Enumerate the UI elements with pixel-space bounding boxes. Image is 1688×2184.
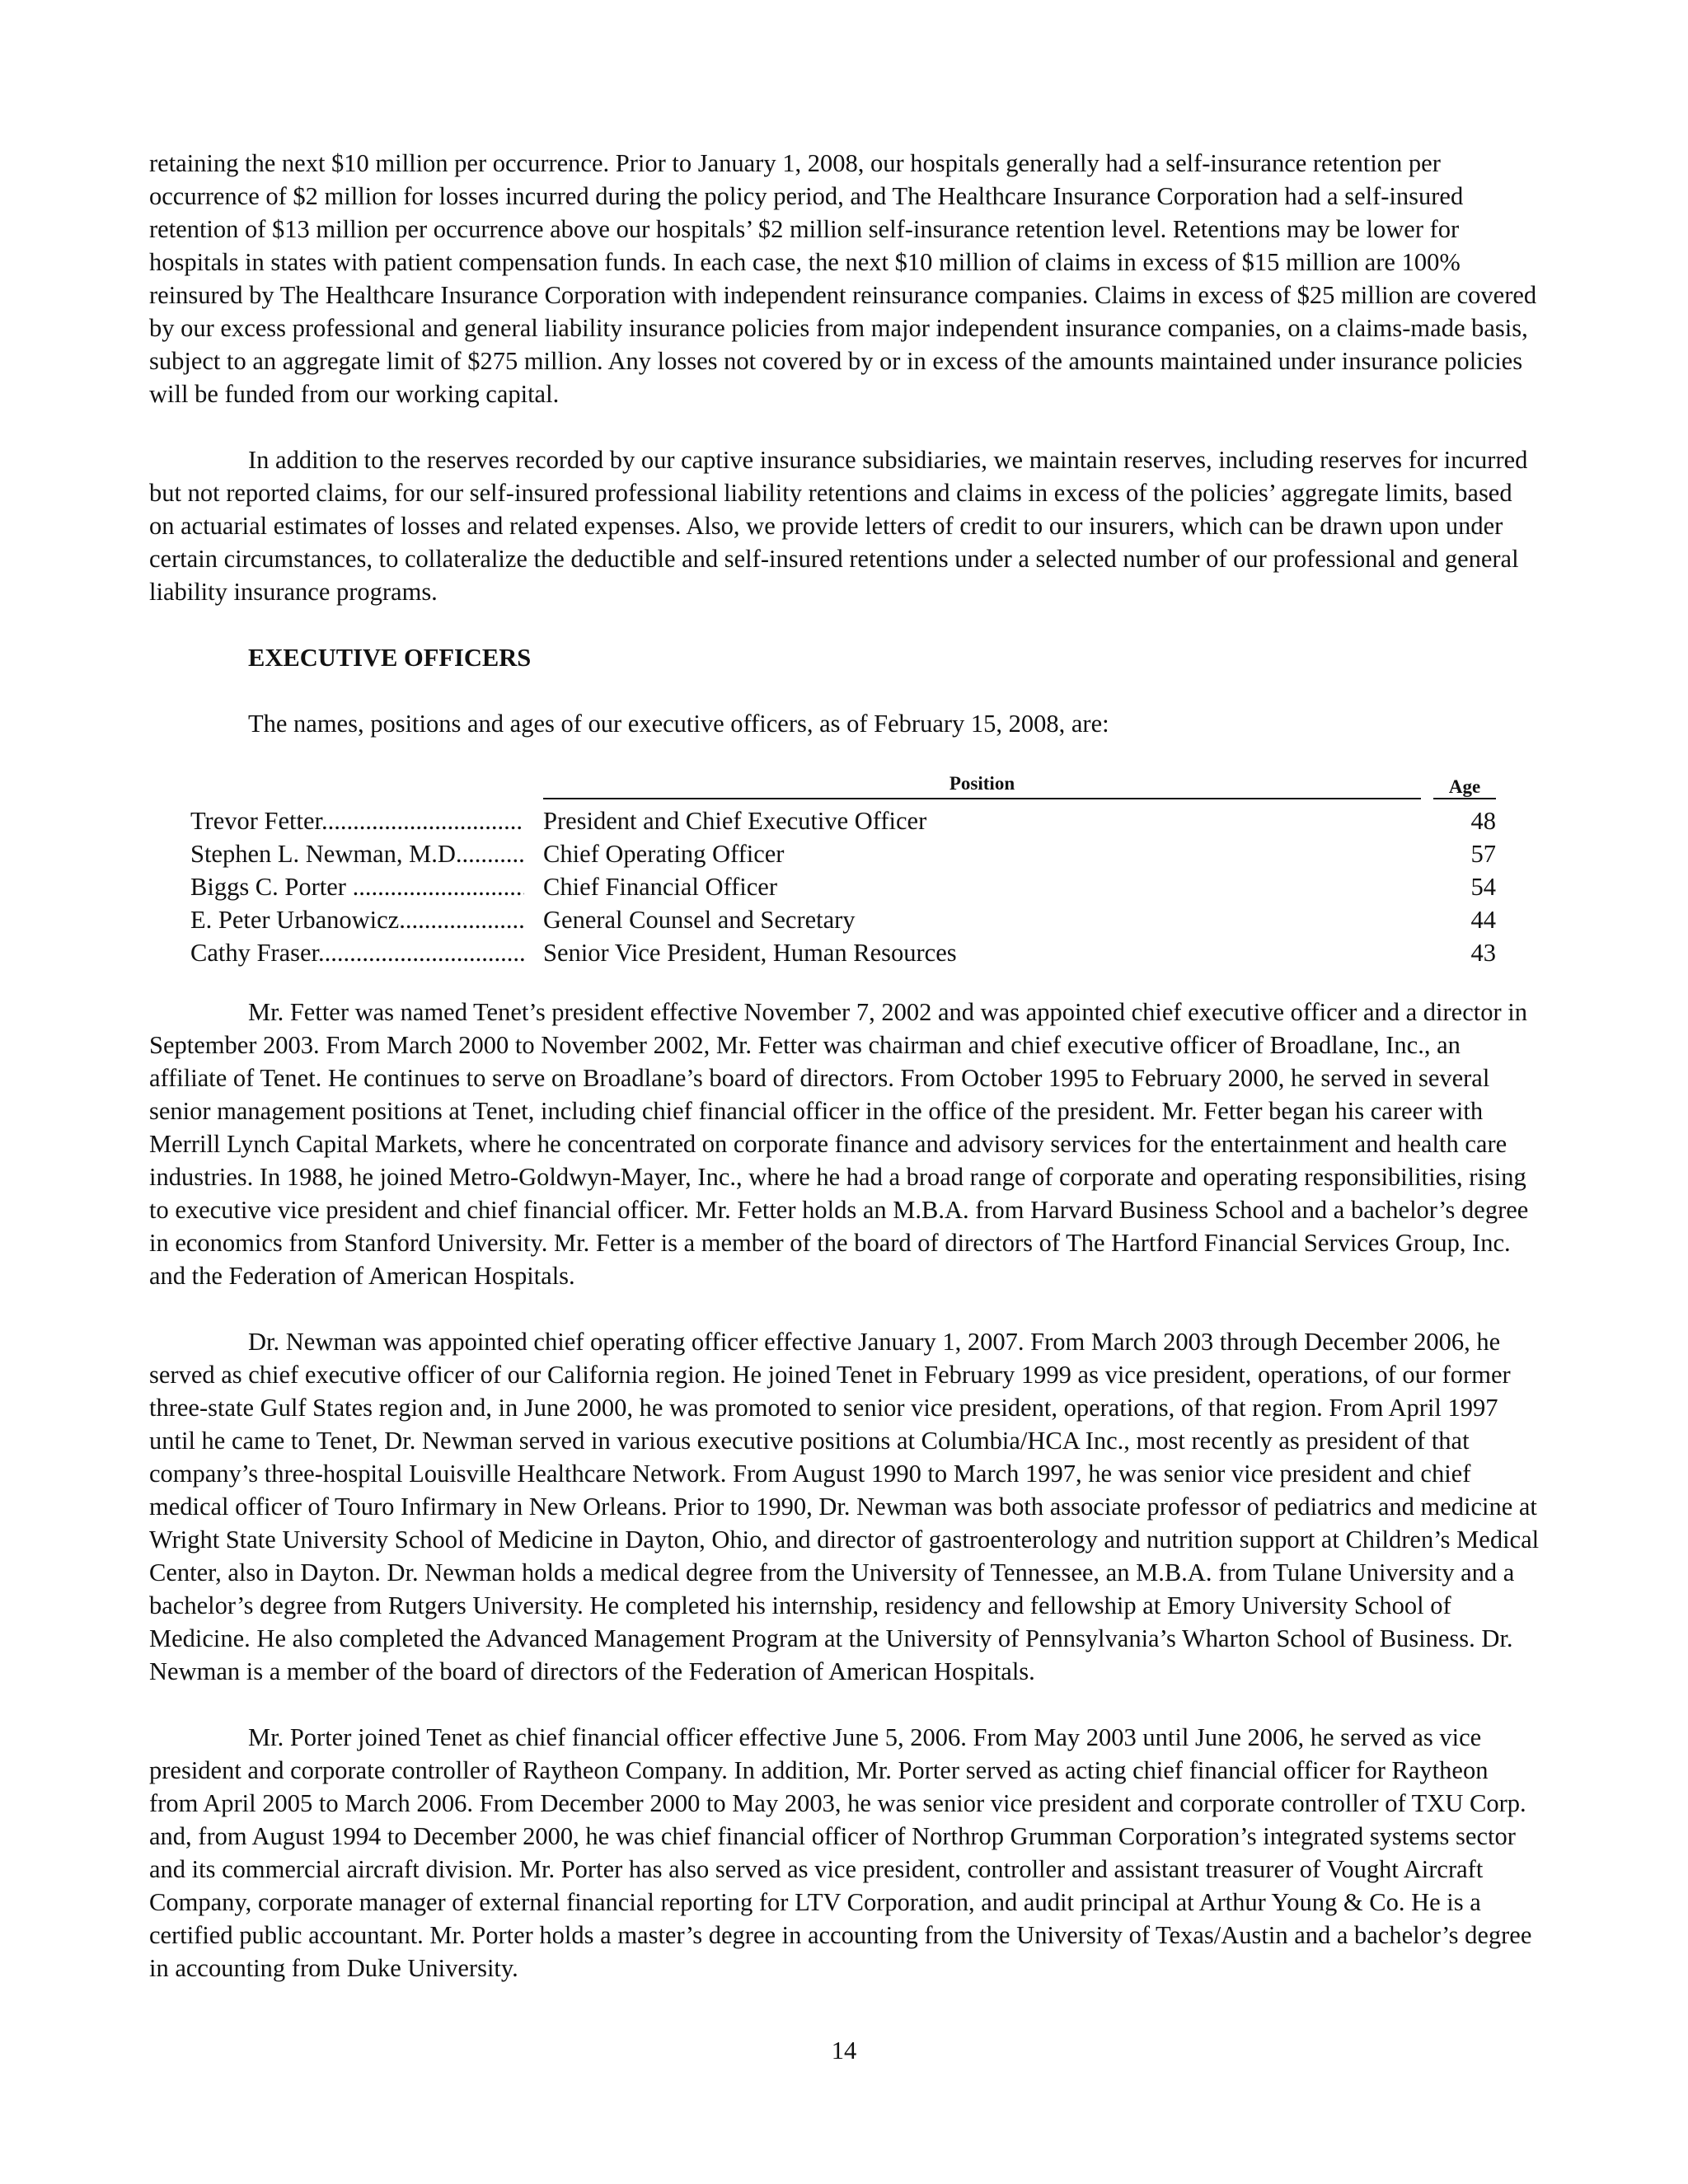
section-heading-executive-officers: EXECUTIVE OFFICERS <box>248 644 532 672</box>
paragraph-officers-intro: The names, positions and ages of our executive officers, as of February 15, 2008, are: <box>248 710 1109 738</box>
column-header-age: Age <box>1433 773 1496 799</box>
officer-age: 48 <box>1470 807 1496 835</box>
officer-position: General Counsel and Secretary <box>543 906 856 934</box>
officer-age: 43 <box>1470 939 1496 967</box>
officer-name: Cathy Fraser ..... <box>190 936 524 969</box>
table-row <box>149 903 1496 936</box>
executive-officers-table <box>149 773 1542 967</box>
officer-age: 54 <box>1470 873 1496 901</box>
officer-age: 44 <box>1470 906 1496 934</box>
paragraph-reserves: In addition to the reserves recorded by our captive insurance subsidiaries, we maintain reserves, including reserves for incurred but not reported claims, for our self-insured professional liability retentions and claims in excess of the policies’ aggregate limits, based on actuarial estimates of losses and related expenses. Also, we provide letters of credit to our insurers, which can be drawn upon under certain circumstances, to collateralize the deductible and self-insured retentions under a selected number of our professional and general liability insurance programs. <box>149 446 1528 606</box>
table-row <box>149 870 1496 903</box>
officer-age: 57 <box>1470 840 1496 868</box>
officer-name: E. Peter Urbanowicz ..... <box>190 903 524 936</box>
paragraph-bio-newman: Dr. Newman was appointed chief operating officer effective January 1, 2007. From March 2003 through December 2006, he served as chief executive officer of our California region. He joined Tenet in February 1999 as vice president, operations, of our former three-state Gulf States region and, in June 2000, he was promoted to senior vice president, operations, of that region. From April 1997 until he came to Tenet, Dr. Newman served in various executive positions at Columbia/HCA Inc., most recently as president of that company’s three-hospital Louisville Healthcare Network. From August 1990 to March 1997, he was senior vice president and chief medical officer of Touro Infirmary in New Orleans. Prior to 1990, Dr. Newman was both associate professor of pediatrics and medicine at Wright State University School of Medicine in Dayton, Ohio, and director of gastroenterology and nutrition support at Children’s Medical Center, also in Dayton. Dr. Newman holds a medical degree from the University of Tennessee, an M.B.A. from Tulane University and a bachelor’s degree from Rutgers University. He completed his internship, residency and fellowship at Emory University School of Medicine. He also completed the Advanced Management Program at the University of Pennsylvania’s Wharton School of Business. Dr. Newman is a member of the board of directors of the Federation of American Hospitals. <box>149 1328 1540 1685</box>
page-number: 14 <box>831 2036 857 2064</box>
paragraph-bio-porter: Mr. Porter joined Tenet as chief financial officer effective June 5, 2006. From May 2003 until June 2006, he served as vice president and corporate controller of Raytheon Company. In addition, Mr. Porter served as acting chief financial officer for Raytheon from April 2005 to March 2006. From December 2000 to May 2003, he was senior vice president and corporate controller of TXU Corp. and, from August 1994 to December 2000, he was chief financial officer of Northrop Grumman Corporation’s integrated systems sector and its commercial aircraft division. Mr. Porter has also served as vice president, controller and assistant treasurer of Vought Aircraft Company, corporate manager of external financial reporting for LTV Corporation, and audit principal at Arthur Young & Co. He is a certified public accountant. Mr. Porter holds a master’s degree in accounting from the University of Texas/Austin and a bachelor’s degree in accounting from Duke University. <box>149 1723 1532 1982</box>
officer-name: Stephen L. Newman, M.D. ..... <box>190 837 524 870</box>
column-header-position: Position <box>543 773 1421 799</box>
table-row <box>149 837 1496 870</box>
officer-name: Biggs C. Porter ..... <box>190 870 524 903</box>
table-row <box>149 804 1496 837</box>
officer-position: Chief Operating Officer <box>543 840 785 868</box>
officer-position: Senior Vice President, Human Resources <box>543 939 957 967</box>
document-page <box>149 147 1542 1985</box>
table-row <box>149 936 1496 969</box>
paragraph-bio-fetter: Mr. Fetter was named Tenet’s president effective November 7, 2002 and was appointed chief executive officer and a director in September 2003. From March 2000 to November 2002, Mr. Fetter was chairman and chief executive officer of Broadlane, Inc., an affiliate of Tenet. He continues to serve on Broadlane’s board of directors. From October 1995 to February 2000, he served in several senior management positions at Tenet, including chief financial officer in the office of the president. Mr. Fetter began his career with Merrill Lynch Capital Markets, where he concentrated on corporate finance and advisory services for the entertainment and health care industries. In 1988, he joined Metro-Goldwyn-Mayer, Inc., where he had a broad range of corporate and operating responsibilities, rising to executive vice president and chief financial officer. Mr. Fetter holds an M.B.A. from Harvard Business School and a bachelor’s degree in economics from Stanford University. Mr. Fetter is a member of the board of directors of The Hartford Financial Services Group, Inc. and the Federation of American Hospitals. <box>149 998 1529 1290</box>
paragraph-insurance-retention: retaining the next $10 million per occurrence. Prior to January 1, 2008, our hospitals generally had a self-insurance retention per occurrence of $2 million for losses incurred during the policy period, and The Healthcare Insurance Corporation had a self-insured retention of $13 million per occurrence above our hospitals’ $2 million self-insurance retention level. Retentions may be lower for hospitals in states with patient compensation funds. In each case, the next $10 million of claims in excess of $15 million are 100% reinsured by The Healthcare Insurance Corporation with independent reinsurance companies. Claims in excess of $25 million are covered by our excess professional and general liability insurance policies from major independent insurance companies, on a claims-made basis, subject to an aggregate limit of $275 million. Any losses not covered by or in excess of the amounts maintained under insurance policies will be funded from our working capital. <box>149 149 1537 408</box>
officer-position: Chief Financial Officer <box>543 873 778 901</box>
officer-name: Trevor Fetter ..... <box>190 804 524 837</box>
officer-position: President and Chief Executive Officer <box>543 807 927 835</box>
